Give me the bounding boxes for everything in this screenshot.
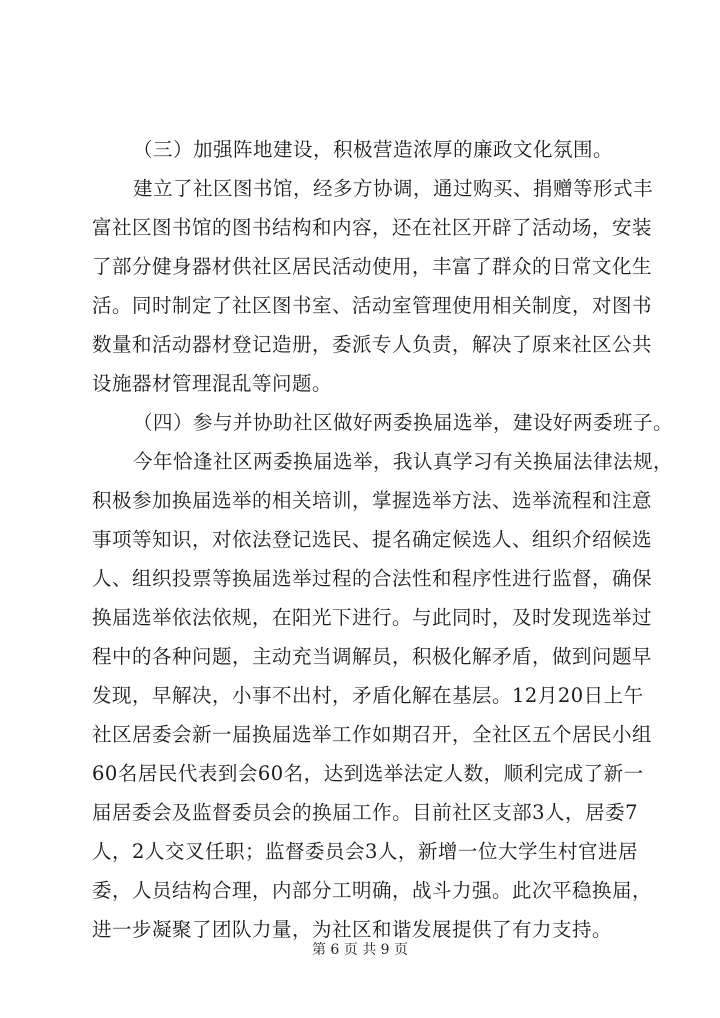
paragraph-line: 换届选举依法依规，在阳光下进行。与此同时，及时发现选举过 (92, 606, 653, 629)
section-heading-4: （四）参与并协助社区做好两委换届选举，建设好两委班子。 (133, 411, 674, 434)
paragraph-line: 活。同时制定了社区图书室、活动室管理使用相关制度，对图书 (92, 294, 653, 317)
page-number-footer: 第 6 页 共 9 页 (311, 942, 409, 958)
paragraph-line: 程中的各种问题，主动充当调解员，积极化解矛盾，做到问题早 (92, 645, 653, 668)
paragraph-line: 建立了社区图书馆，经多方协调，通过购买、捐赠等形式丰 (133, 177, 654, 200)
paragraph-line: 了部分健身器材供社区居民活动使用，丰富了群众的日常文化生 (92, 255, 653, 278)
paragraph-line: 进一步凝聚了团队力量，为社区和谐发展提供了有力支持。 (92, 918, 613, 941)
paragraph-line: 富社区图书馆的图书结构和内容，还在社区开辟了活动场，安装 (92, 216, 653, 239)
paragraph-line: 人、组织投票等换届选举过程的合法性和程序性进行监督，确保 (92, 567, 653, 590)
section-heading-3: （三）加强阵地建设，积极营造浓厚的廉政文化氛围。 (133, 138, 614, 161)
paragraph-line: 人，2人交叉任职；监督委员会3人，新增一位大学生村官进居 (92, 840, 638, 863)
paragraph-line: 事项等知识，对依法登记选民、提名确定候选人、组织介绍候选 (92, 528, 653, 551)
paragraph-line: 设施器材管理混乱等问题。 (92, 372, 333, 395)
paragraph-line: 届居委会及监督委员会的换届工作。目前社区支部3人，居委7 (92, 801, 638, 824)
paragraph-line: 发现，早解决，小事不出村，矛盾化解在基层。12月20日上午 (92, 684, 644, 707)
paragraph-line: 委，人员结构合理，内部分工明确，战斗力强。此次平稳换届， (92, 879, 653, 902)
paragraph-line: 今年恰逢社区两委换届选举，我认真学习有关换届法律法规， (133, 450, 674, 473)
paragraph-line: 社区居委会新一届换届选举工作如期召开，全社区五个居民小组 (92, 723, 653, 746)
paragraph-line: 积极参加换届选举的相关培训，掌握选举方法、选举流程和注意 (92, 489, 653, 512)
paragraph-line: 数量和活动器材登记造册，委派专人负责，解决了原来社区公共 (92, 333, 653, 356)
paragraph-line: 60名居民代表到会60名，达到选举法定人数，顺利完成了新一 (92, 762, 644, 785)
